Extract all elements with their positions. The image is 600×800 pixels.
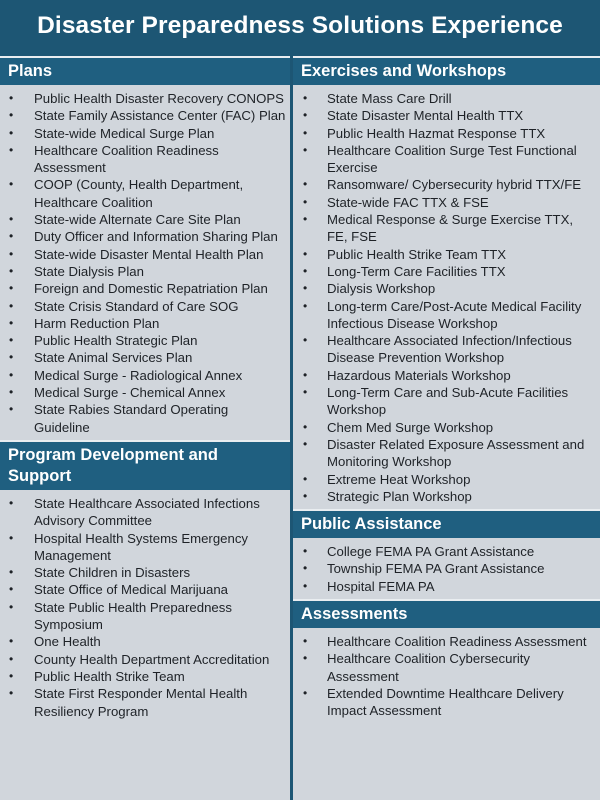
list-item: • Long-Term Care Facilities TTX — [293, 263, 596, 280]
list-item: • State-wide Medical Surge Plan — [0, 125, 286, 142]
list-item: • Public Health Strategic Plan — [0, 332, 286, 349]
list-item: • Extended Downtime Healthcare Delivery Impact Assessment — [293, 685, 596, 720]
list-item: • Long-term Care/Post-Acute Medical Facility Infectious Disease Workshop — [293, 298, 596, 333]
plans-section — [0, 56, 290, 440]
program-development-list — [0, 490, 290, 724]
list-item: • Healthcare Coalition Readiness Assessment — [293, 633, 596, 650]
assessments-section — [293, 599, 600, 723]
list-item: • One Health — [0, 633, 286, 650]
list-item: • State Family Assistance Center (FAC) Plan — [0, 107, 286, 124]
list-item: • Healthcare Coalition Surge Test Functional Exercise — [293, 142, 596, 177]
list-item: • Public Health Strike Team TTX — [293, 246, 596, 263]
public-assistance-list — [293, 538, 600, 599]
program-development-section — [0, 440, 290, 724]
list-item: • Duty Officer and Information Sharing Plan — [0, 228, 286, 245]
list-item: • State Office of Medical Marijuana — [0, 581, 286, 598]
exercises-section — [293, 56, 600, 509]
list-item: • State Rabies Standard Operating Guideline — [0, 401, 286, 436]
list-item: • Healthcare Coalition Cybersecurity Assessment — [293, 650, 596, 685]
list-item: • COOP (County, Health Department, Healthcare Coalition — [0, 176, 286, 211]
list-item: • Extreme Heat Workshop — [293, 471, 596, 488]
list-item: • Foreign and Domestic Repatriation Plan — [0, 280, 286, 297]
list-item: • Harm Reduction Plan — [0, 315, 286, 332]
list-item: • State Healthcare Associated Infections Advisory Committee — [0, 495, 286, 530]
program-development-heading: Program Development and Support — [0, 440, 290, 490]
list-item: • Medical Surge - Radiological Annex — [0, 367, 286, 384]
plans-list — [0, 85, 290, 440]
list-item: • State Public Health Preparedness Symposium — [0, 599, 286, 634]
exercises-list — [293, 85, 600, 509]
list-item: • State-wide Disaster Mental Health Plan — [0, 246, 286, 263]
public-assistance-heading: Public Assistance — [293, 509, 600, 538]
list-item: • State Animal Services Plan — [0, 349, 286, 366]
assessments-heading: Assessments — [293, 599, 600, 628]
list-item: • State-wide Alternate Care Site Plan — [0, 211, 286, 228]
list-item: • College FEMA PA Grant Assistance — [293, 543, 596, 560]
list-item: • Public Health Hazmat Response TTX — [293, 125, 596, 142]
list-item: • Township FEMA PA Grant Assistance — [293, 560, 596, 577]
list-item: • Dialysis Workshop — [293, 280, 596, 297]
assessments-list — [293, 628, 600, 723]
list-item: • Medical Surge - Chemical Annex — [0, 384, 286, 401]
list-item: • Healthcare Coalition Readiness Assessment — [0, 142, 286, 177]
list-item: • State First Responder Mental Health Resiliency Program — [0, 685, 286, 720]
list-item: • Hazardous Materials Workshop — [293, 367, 596, 384]
title-banner — [0, 0, 600, 52]
list-item: • Ransomware/ Cybersecurity hybrid TTX/FE — [293, 176, 596, 193]
list-item: • Public Health Disaster Recovery CONOPS — [0, 90, 286, 107]
list-item: • Medical Response & Surge Exercise TTX, FE, FSE — [293, 211, 596, 246]
public-assistance-section — [293, 509, 600, 599]
list-item: • Healthcare Associated Infection/Infectious Disease Prevention Workshop — [293, 332, 596, 367]
list-item: • Chem Med Surge Workshop — [293, 419, 596, 436]
list-item: • Public Health Strike Team — [0, 668, 286, 685]
list-item: • Strategic Plan Workshop — [293, 488, 596, 505]
list-item: • Long-Term Care and Sub-Acute Facilities Workshop — [293, 384, 596, 419]
right-column — [293, 56, 600, 800]
list-item: • State Mass Care Drill — [293, 90, 596, 107]
list-item: • Hospital Health Systems Emergency Management — [0, 530, 286, 565]
exercises-heading: Exercises and Workshops — [293, 56, 600, 85]
list-item: • State-wide FAC TTX & FSE — [293, 194, 596, 211]
page-title: Disaster Preparedness Solutions Experience — [37, 12, 563, 39]
list-item: • State Dialysis Plan — [0, 263, 286, 280]
list-item: • State Crisis Standard of Care SOG — [0, 298, 286, 315]
plans-heading: Plans — [0, 56, 290, 85]
list-item: • Hospital FEMA PA — [293, 578, 596, 595]
list-item: • County Health Department Accreditation — [0, 651, 286, 668]
list-item: • Disaster Related Exposure Assessment and Monitoring Workshop — [293, 436, 596, 471]
list-item: • State Children in Disasters — [0, 564, 286, 581]
left-column — [0, 56, 290, 800]
list-item: • State Disaster Mental Health TTX — [293, 107, 596, 124]
